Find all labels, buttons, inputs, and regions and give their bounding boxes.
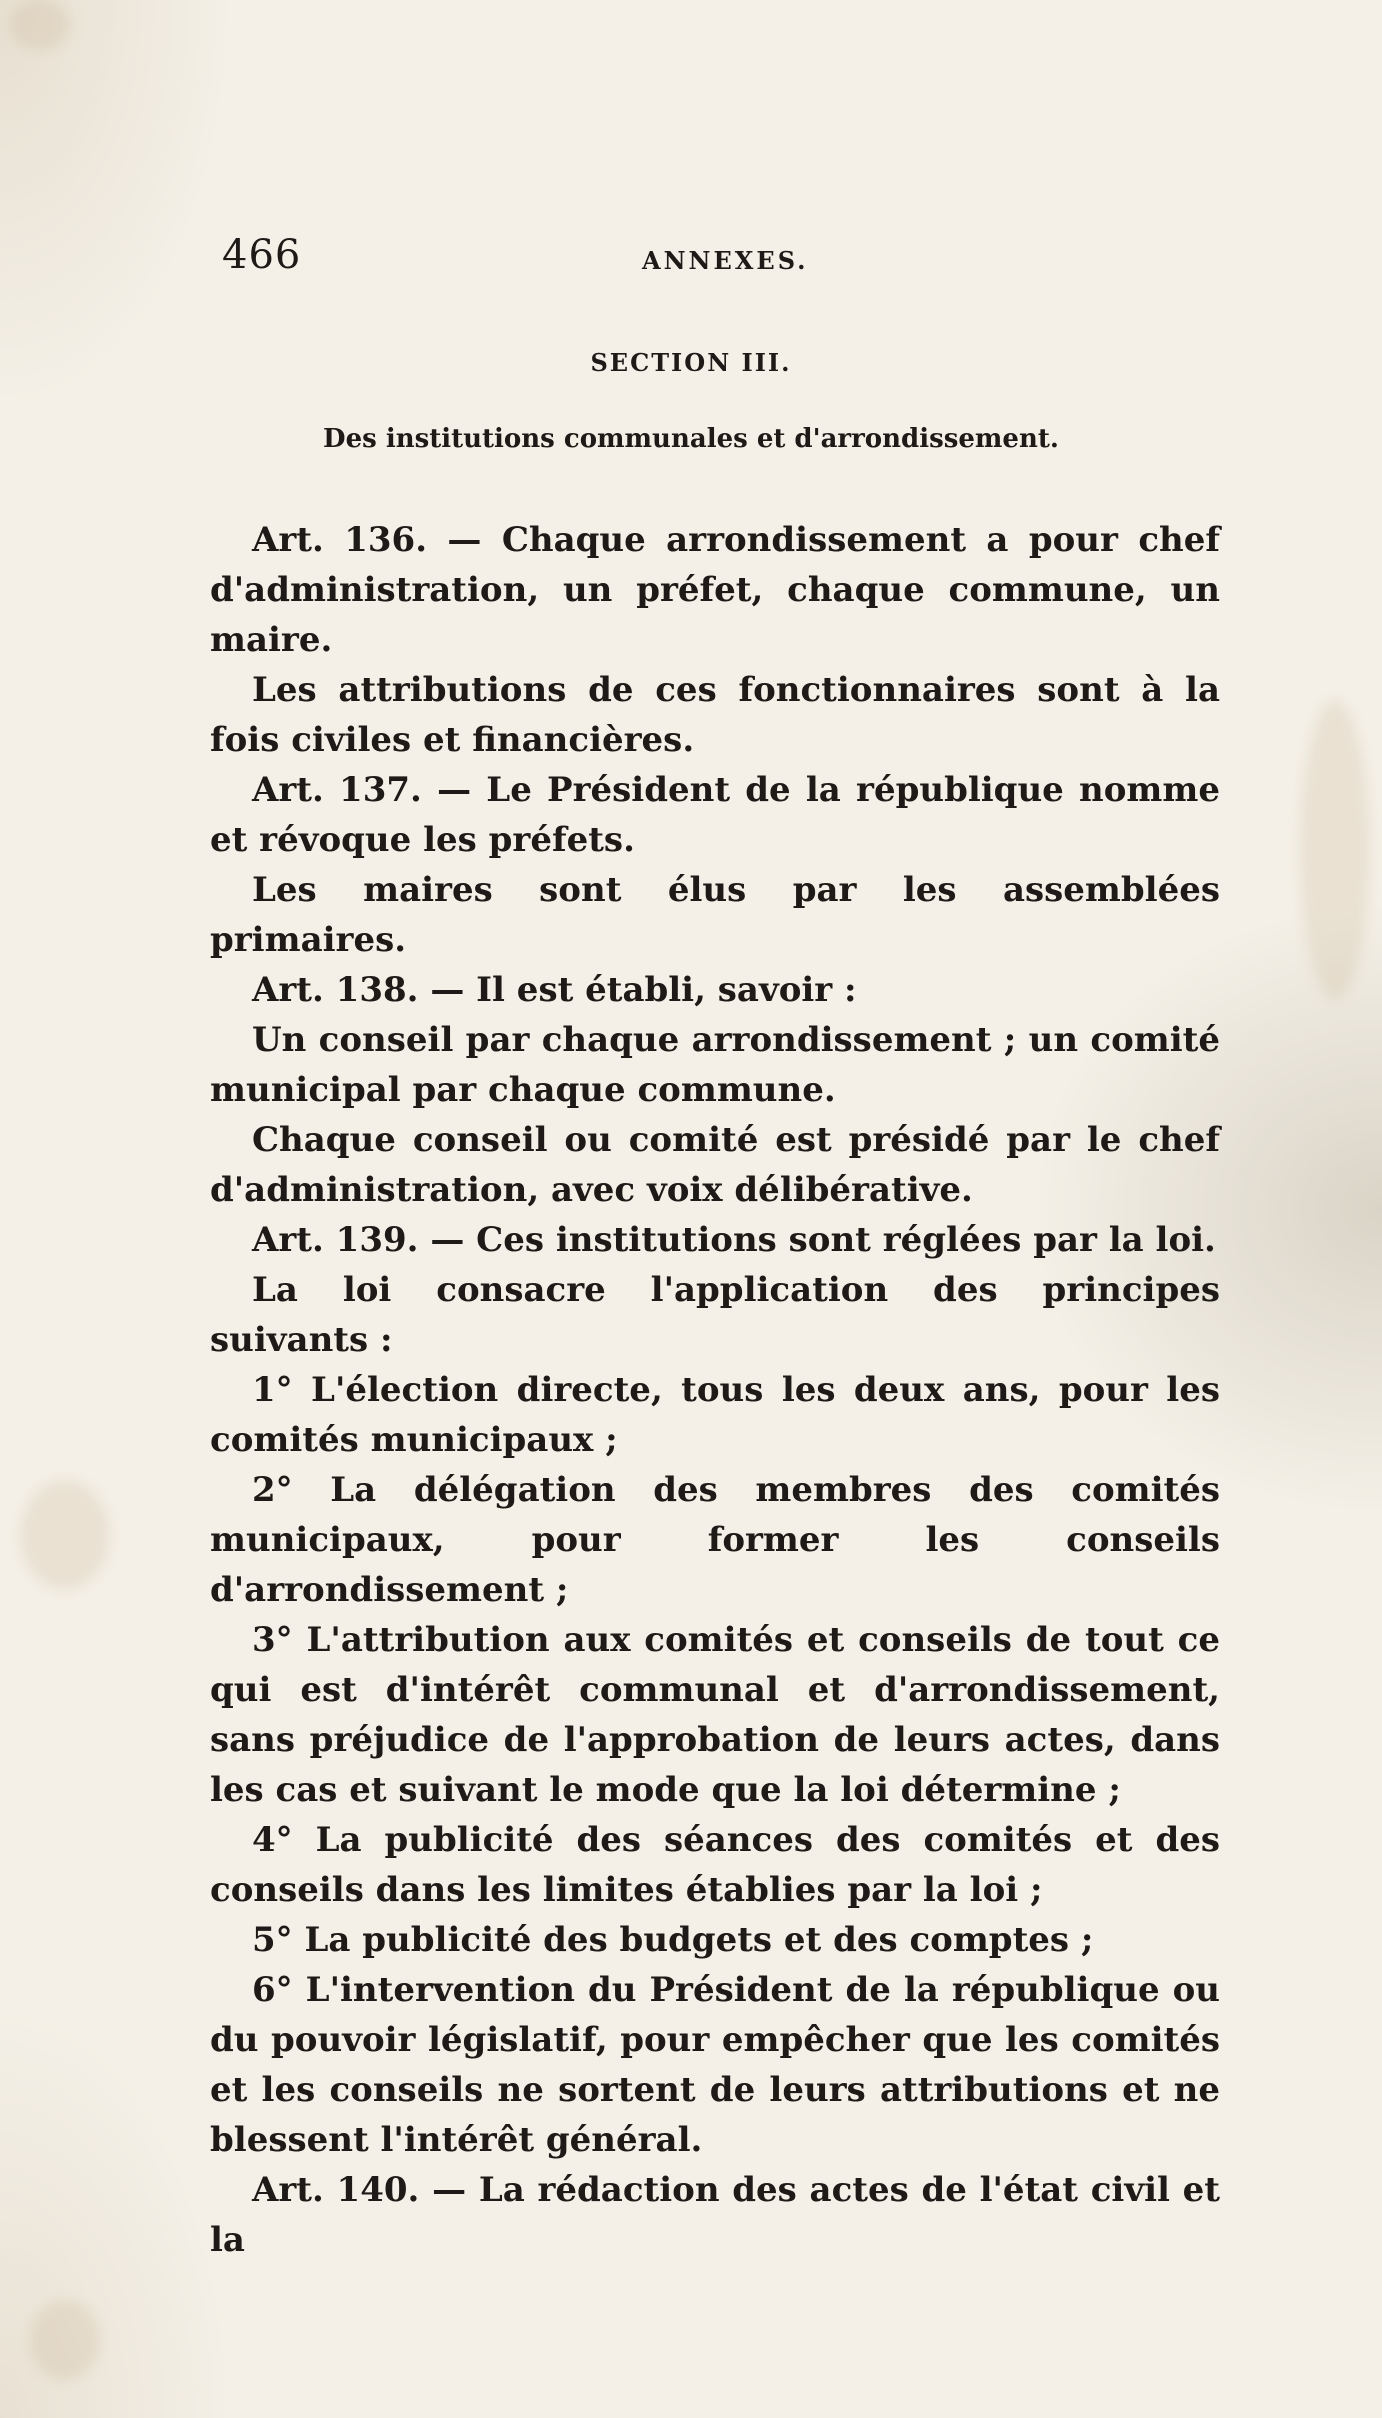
paragraph: Chaque conseil ou comité est présidé par le chef d'administration, avec voix délibérative. — [210, 1120, 1220, 1210]
paragraph: 4° La publicité des séances des comités et des conseils dans les limites établies par la loi ; — [210, 1820, 1220, 1910]
paragraph: La loi consacre l'application des principes suivants : — [210, 1270, 1220, 1360]
paragraph: Un conseil par chaque arrondissement ; un comité municipal par chaque commune. — [210, 1020, 1220, 1110]
paragraph: 2° La délégation des membres des comités municipaux, pour former les conseils d'arrondissement ; — [210, 1470, 1220, 1610]
paragraph: 5° La publicité des budgets et des comptes ; — [252, 1920, 1094, 1960]
paper-stain — [30, 2300, 100, 2380]
paragraph: Art. 139. — Ces institutions sont réglées par la loi. — [252, 1220, 1216, 1260]
paragraph: 1° L'élection directe, tous les deux ans, pour les comités municipaux ; — [210, 1370, 1220, 1460]
section-subtitle: Des institutions communales et d'arrondissement. — [323, 424, 1059, 454]
paragraph: Les attributions de ces fonctionnaires sont à la fois civiles et financières. — [210, 670, 1220, 760]
section-title: SECTION III. — [590, 348, 792, 377]
paragraph: 6° L'intervention du Président de la république ou du pouvoir législatif, pour empêcher que les comités et les conseils ne sortent de leurs attributions et ne blessent l'intérêt général. — [210, 1970, 1220, 2160]
paper-stain — [20, 1480, 110, 1590]
paper-stain — [10, 0, 70, 50]
paragraph: Art. 136. — Chaque arrondissement a pour chef d'administration, un préfet, chaque commune, un maire. — [210, 520, 1220, 660]
page-number: 466 — [222, 232, 302, 278]
page-header — [222, 232, 1202, 292]
paragraph: Art. 140. — La rédaction des actes de l'état civil et la — [210, 2170, 1220, 2260]
paragraph: Art. 137. — Le Président de la république nomme et révoque les préfets. — [210, 770, 1220, 860]
paragraph: 3° L'attribution aux comités et conseils de tout ce qui est d'intérêt communal et d'arrondissement, sans préjudice de l'approbation de leurs actes, dans les cas et suivant le mode que la loi détermine ; — [210, 1620, 1220, 1810]
paragraph: Art. 138. — Il est établi, savoir : — [252, 970, 857, 1010]
body-text — [210, 515, 1220, 2265]
running-head: ANNEXES. — [642, 246, 809, 275]
paragraph: Les maires sont élus par les assemblées primaires. — [210, 870, 1220, 960]
paper-stain — [1300, 700, 1370, 1000]
